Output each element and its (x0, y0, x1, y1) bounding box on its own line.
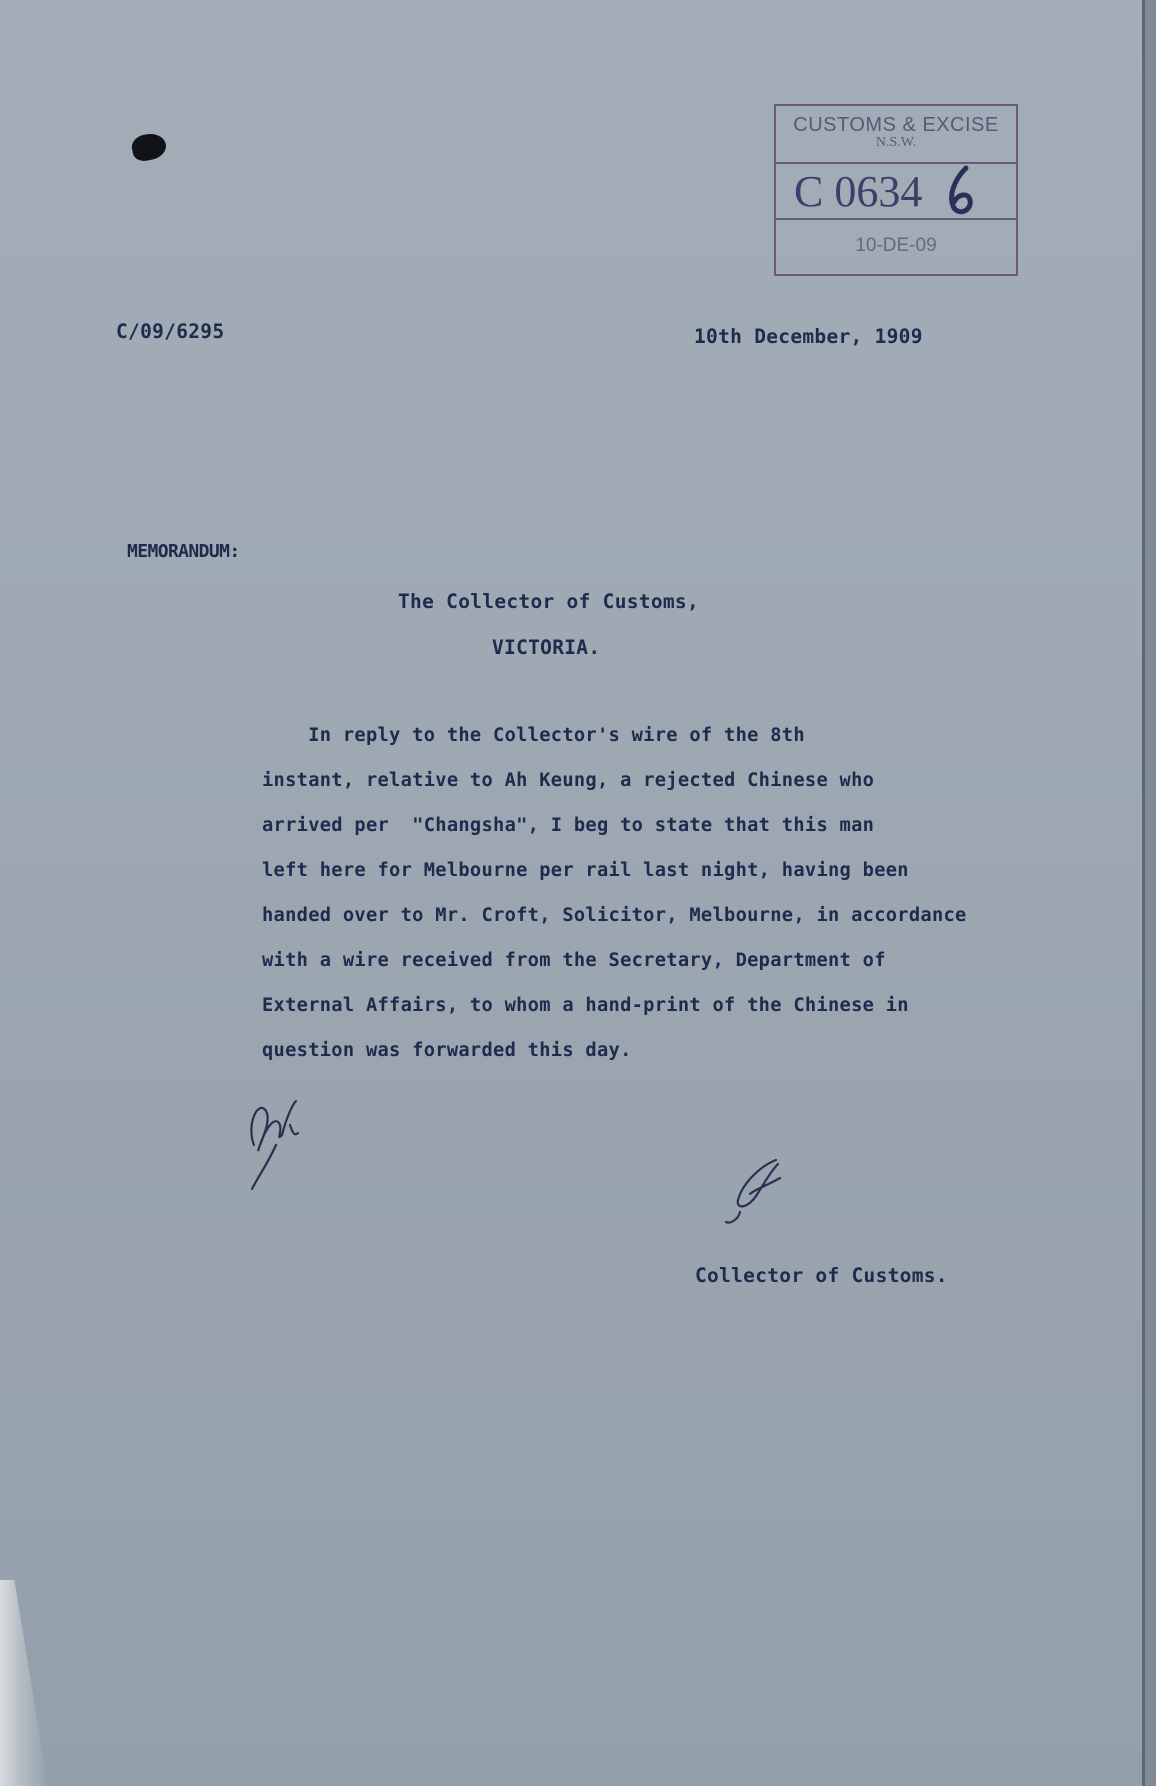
customs-stamp (774, 104, 1018, 276)
stamp-state: N.S.W. (875, 135, 917, 150)
signature-title: Collector of Customs. (695, 1264, 948, 1287)
body-line-6: with a wire received from the Secretary, Department of (262, 950, 886, 971)
stamp-number: C 0634 (794, 167, 923, 216)
body-line-5: handed over to Mr. Croft, Solicitor, Melbourne, in accordance (262, 905, 967, 926)
paper-fold (0, 1580, 48, 1786)
body-line-2: instant, relative to Ah Keung, a rejected Chinese who (262, 770, 875, 791)
letter-date: 10th December, 1909 (694, 325, 923, 348)
stamp-date: 10-DE-09 (855, 235, 937, 256)
handwritten-initials-left (236, 1085, 306, 1195)
stamp-number-row (776, 162, 1016, 220)
stamp-header (776, 106, 1016, 164)
body-line-8: question was forwarded this day. (262, 1040, 632, 1061)
file-reference: C/09/6295 (116, 320, 225, 343)
body-line-1: In reply to the Collector's wire of the 8th (262, 725, 805, 746)
handwritten-six (940, 162, 980, 218)
body-line-4: left here for Melbourne per rail last night, having been (262, 860, 909, 881)
memorandum-label: MEMORANDUM: (127, 541, 240, 562)
punch-hole (130, 131, 169, 164)
body-line-3: arrived per "Changsha", I beg to state that this man (262, 815, 875, 836)
stamp-title: CUSTOMS & EXCISE (793, 114, 999, 136)
addressee-line-2: VICTORIA. (492, 636, 601, 659)
addressee-line-1: The Collector of Customs, (398, 590, 699, 613)
body-line-7: External Affairs, to whom a hand-print of the Chinese in (262, 995, 909, 1016)
handwritten-signature (720, 1150, 800, 1230)
